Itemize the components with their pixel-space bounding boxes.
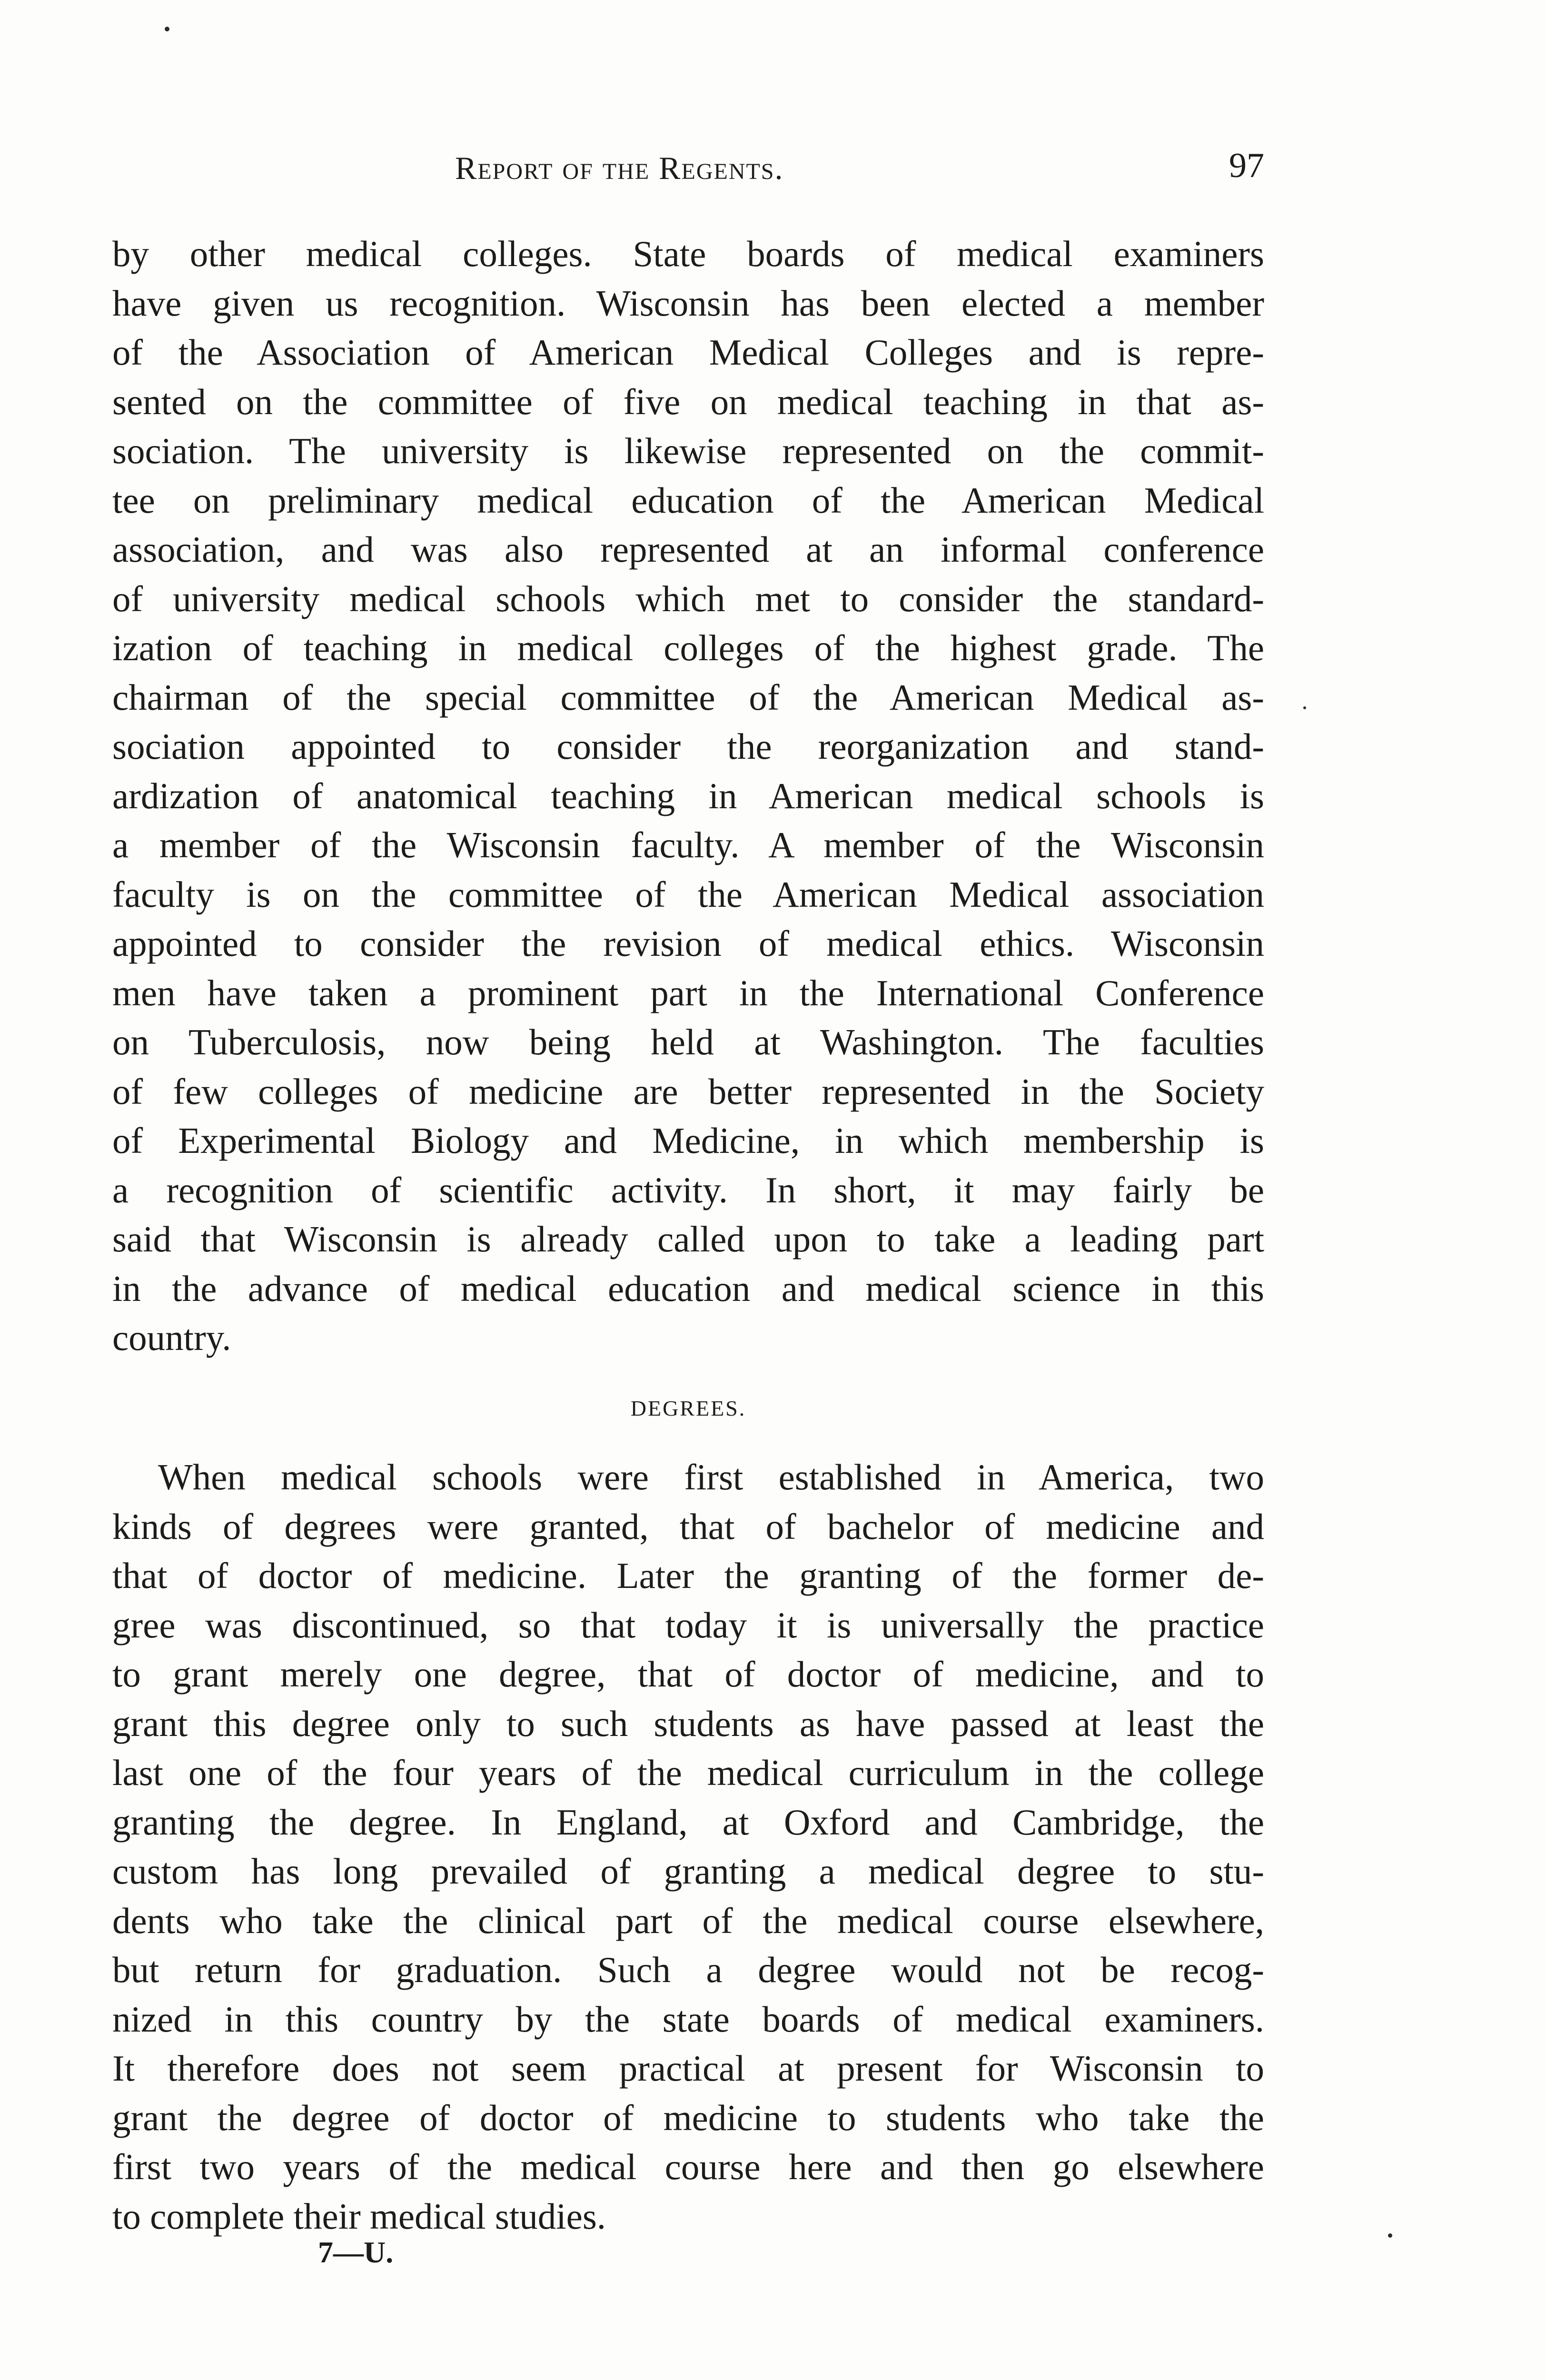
text-line: to grant merely one degree, that of doctor of medicine, and to [112,1654,1264,1695]
text-line: first two years of the medical course here and then go elsewhere [112,2146,1264,2187]
ink-speck [165,27,169,31]
text-line: When medical schools were first established in America, two [158,1457,1264,1497]
text-line: appointed to consider the revision of medical ethics. Wisconsin [112,923,1264,964]
text-line: a member of the Wisconsin faculty. A member of the Wisconsin [112,824,1264,865]
text-line: but return for graduation. Such a degree would not be recog- [112,1949,1264,1990]
text-line: grant this degree only to such students as have passed at least the [112,1703,1264,1744]
running-head: Report of the Regents. [455,150,784,186]
text-line: of Experimental Biology and Medicine, in which membership is [112,1120,1264,1161]
text-line: on Tuberculosis, now being held at Washington. The faculties [112,1021,1264,1062]
text-line: a recognition of scientific activity. In short, it may fairly be [112,1169,1264,1210]
text-line: sented on the committee of five on medical teaching in that as- [112,381,1264,422]
text-line: nized in this country by the state boards of medical examiners. [112,1998,1264,2040]
text-line: men have taken a prominent part in the International Conference [112,972,1264,1013]
text-line: faculty is on the committee of the American Medical association [112,873,1264,915]
text-line: granting the degree. In England, at Oxford and Cambridge, the [112,1801,1264,1843]
text-line: association, and was also represented at an informal conference [112,529,1264,570]
text-line: country. [112,1317,231,1358]
text-line: custom has long prevailed of granting a medical degree to stu- [112,1851,1264,1892]
text-line: sociation appointed to consider the reorganization and stand- [112,726,1264,767]
text-line: It therefore does not seem practical at present for Wisconsin to [112,2048,1264,2089]
text-line: ization of teaching in medical colleges of the highest grade. The [112,627,1264,668]
text-line: ardization of anatomical teaching in American medical schools is [112,775,1264,816]
text-line: said that Wisconsin is already called upon to take a leading part [112,1219,1264,1259]
text-line: grant the degree of doctor of medicine to students who take the [112,2097,1264,2138]
text-line: by other medical colleges. State boards of medical examiners [112,233,1264,274]
paragraph-recognition [112,229,1264,1363]
text-line: that of doctor of medicine. Later the granting of the former de- [112,1555,1264,1596]
text-line: have given us recognition. Wisconsin has been elected a member [112,282,1264,324]
text-line: chairman of the special committee of the American Medical as- [112,676,1264,718]
text-line: gree was discontinued, so that today it is universally the practice [112,1604,1264,1646]
text-line: kinds of degrees were granted, that of bachelor of medicine and [112,1506,1264,1547]
text-line: dents who take the clinical part of the medical course elsewhere, [112,1900,1264,1941]
section-heading-degrees: DEGREES. [630,1396,746,1420]
text-line: of university medical schools which met to consider the standard- [112,578,1264,619]
paragraph-degrees [112,1453,1264,2241]
text-line: to complete their medical studies. [112,2195,606,2237]
text-line: tee on preliminary medical education of the American Medical [112,479,1264,521]
text-line: of few colleges of medicine are better represented in the Society [112,1071,1264,1112]
text-line: sociation. The university is likewise represented on the commit- [112,430,1264,471]
ink-speck [1303,706,1306,709]
page-number: 97 [1229,146,1264,185]
text-line: last one of the four years of the medical curriculum in the college [112,1752,1264,1793]
ink-speck [1388,2233,1392,2238]
text-line: in the advance of medical education and medical science in this [112,1268,1264,1309]
signature-mark: 7—U. [318,2235,394,2269]
page-header [112,143,1264,195]
text-line: of the Association of American Medical Colleges and is repre- [112,332,1264,373]
